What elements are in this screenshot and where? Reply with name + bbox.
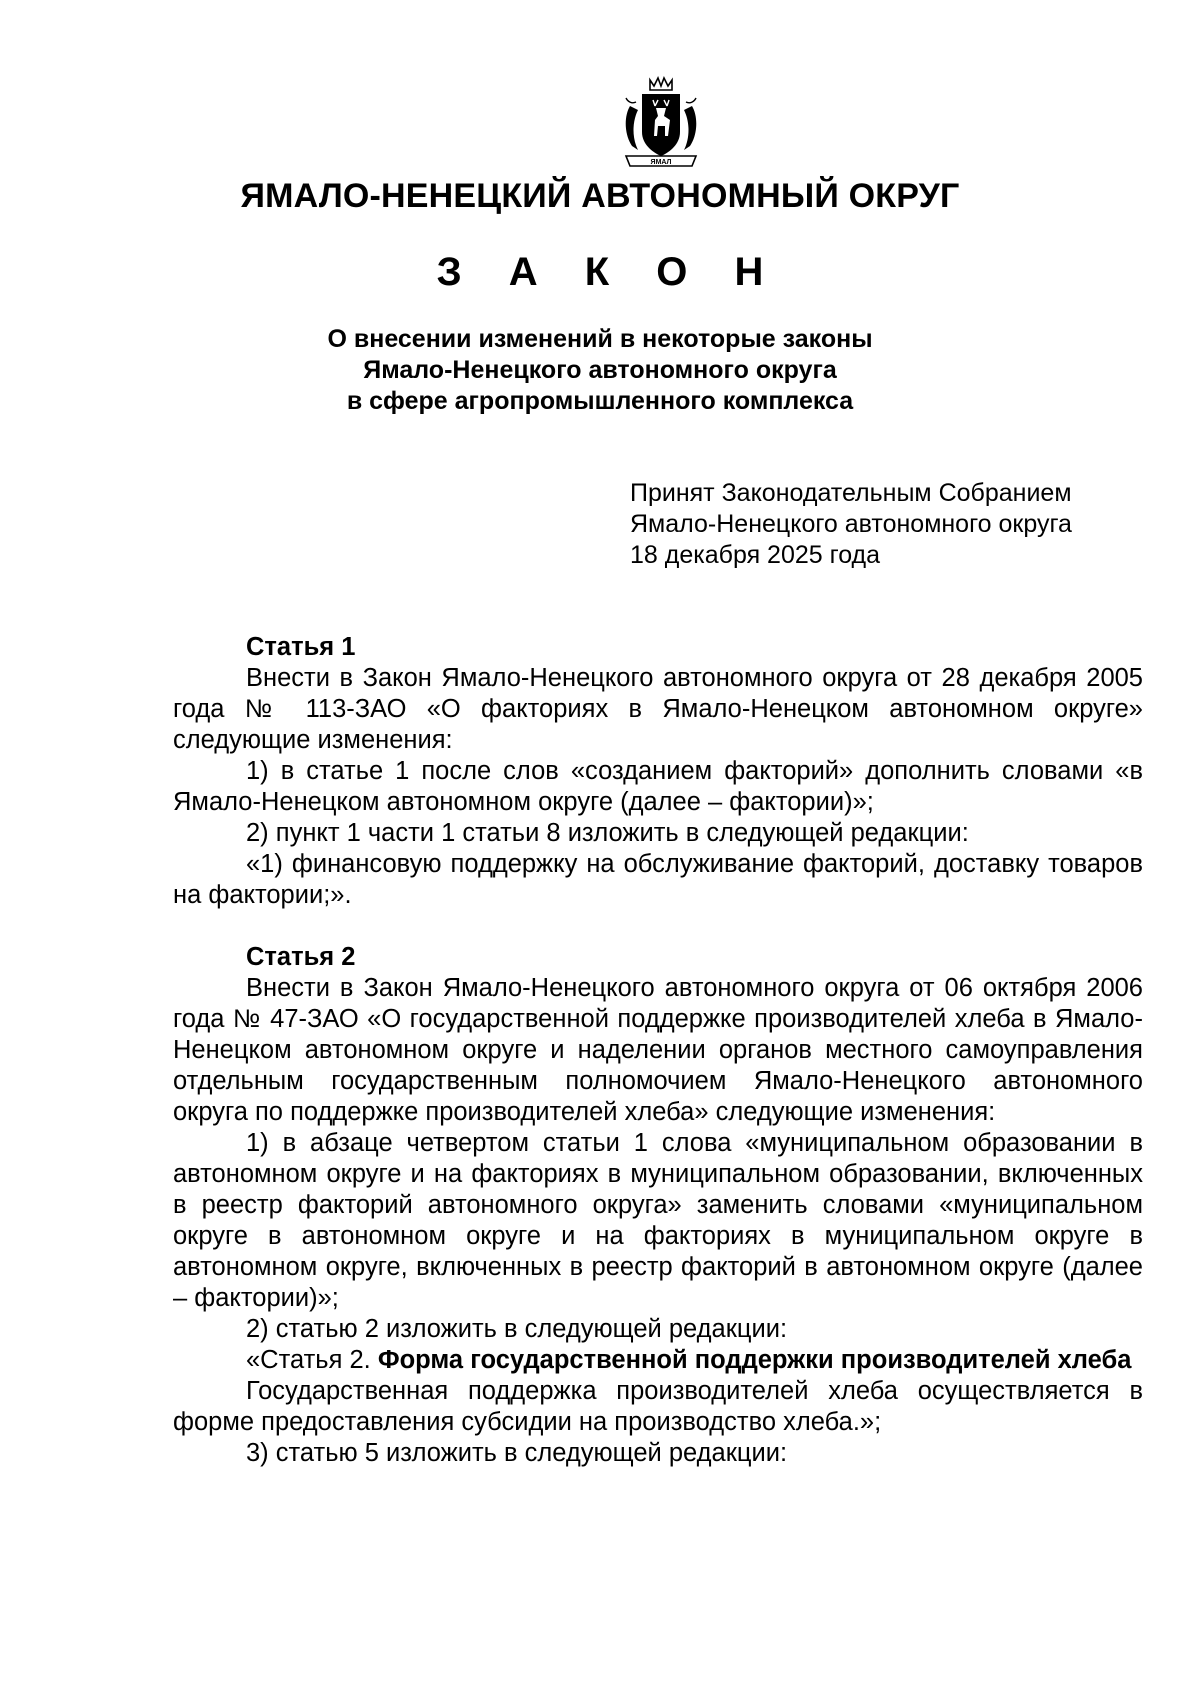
article-item: 1) в абзаце четвертом статьи 1 слова «муниципальном образовании в автономном округе и на факториях в муниципальном образовании, включенных в реестр факторий автономного округа» заменить словами «муниципальном округе в автономном округе и на факториях в муниципальном округе в автономном округе, включенных в реестр факторий в автономном округе (далее – фактории)»;: [173, 1129, 1143, 1312]
subject-line: в сфере агропромышленного комплекса: [346, 387, 854, 415]
quoted-article-body: Государственная поддержка производителей хлеба осуществляется в форме предоставления субсидии на производство хлеба.»;: [173, 1377, 1143, 1436]
article-item: 2) пункт 1 части 1 статьи 8 изложить в следующей редакции:: [246, 819, 969, 847]
law-subject: [0, 324, 1200, 417]
subject-line: Ямало-Ненецкого автономного округа: [363, 356, 837, 384]
coat-of-arms-icon: [620, 76, 702, 172]
article-item: 1) в статье 1 после слов «созданием факторий» дополнить словами «в Ямало-Ненецком автономном округе (далее – фактории)»;: [173, 757, 1143, 816]
emblem-motto: ЯМАЛ: [650, 159, 672, 166]
quoted-article-name: Форма государственной поддержки производителей хлеба: [377, 1346, 1132, 1374]
law-body: [173, 632, 1143, 1469]
adoption-line: Ямало-Ненецкого автономного округа: [630, 510, 1072, 538]
article-paragraph: Внести в Закон Ямало-Ненецкого автономного округа от 06 октября 2006 года № 47-ЗАО «О государственной поддержке производителей хлеба в Ямало-Ненецком автономном округе и наделении органов местного самоуправления отдельным государственным полномочием Ямало-Ненецкого автономного округа по поддержке производителей хлеба» следующие изменения:: [173, 974, 1143, 1126]
adoption-block: [630, 478, 1072, 571]
adoption-date: 18 декабря 2025 года: [630, 541, 881, 569]
adoption-line: Принят Законодательным Собранием: [630, 479, 1072, 507]
quoted-article-title: [173, 1345, 1143, 1376]
subject-line: О внесении изменений в некоторые законы: [327, 325, 873, 353]
document-type-title: З А К О Н: [436, 250, 782, 294]
article-item: 2) статью 2 изложить в следующей редакции:: [246, 1315, 788, 1343]
article-item: 3) статью 5 изложить в следующей редакции:: [246, 1439, 788, 1467]
article-item: «1) финансовую поддержку на обслуживание факторий, доставку товаров на фактории;».: [173, 850, 1143, 909]
quoted-article-prefix: «Статья 2.: [246, 1346, 378, 1374]
article-heading: Статья 2: [246, 943, 356, 971]
article-paragraph: Внести в Закон Ямало-Ненецкого автономного округа от 28 декабря 2005 года № 113-ЗАО «О факториях в Ямало-Ненецком автономном округе» следующие изменения:: [173, 664, 1143, 754]
article-heading: Статья 1: [246, 633, 356, 661]
region-title: ЯМАЛО-НЕНЕЦКИЙ АВТОНОМНЫЙ ОКРУГ: [240, 177, 960, 215]
